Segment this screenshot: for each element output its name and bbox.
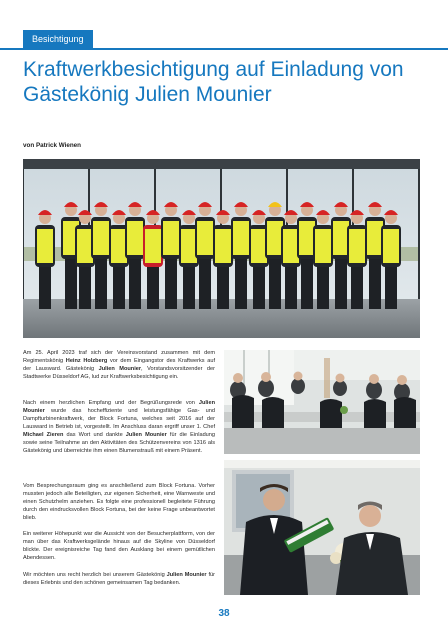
meeting-photo (224, 350, 420, 454)
gift-handover-photo (224, 460, 420, 595)
paragraph-4 (23, 530, 215, 562)
group-photo (23, 159, 420, 338)
paragraph-5 (23, 571, 215, 587)
text-run: wurde das hocheffiziente und leistungsfähige Gas- und Dampfturbinenkraftwerk, der Block Fortuna, welches seit 2016 auf der Lausward in Betrieb ist, vorgestellt. Im Anschluss daran ergriff unser 1. Chef (23, 408, 215, 430)
section-tag: Besichtigung (23, 30, 93, 48)
text-run: Am 25. April 2023 traf sich der Vereinsvorstand zusammen mit dem Regimentskönig (23, 350, 215, 364)
meeting-photo-image (224, 350, 420, 454)
name-highlight: Julien Mounier (23, 400, 215, 414)
paragraph-3 (23, 482, 215, 522)
name-highlight: Heinz Holzberg (65, 358, 108, 364)
name-highlight: Julien Mounier (98, 366, 142, 372)
group-photo-image (23, 159, 420, 338)
text-run: Wir möchten uns recht herzlich bei unserem Gästekönig (23, 572, 167, 578)
name-highlight: Julien Mounier (125, 432, 167, 438)
article-byline: von Patrick Wienen (23, 142, 82, 149)
text-run: für die Einladung sowie seine Teilnahme an den Aktivitäten des Schützenvereins von 1316 als Gästekönig und überreichte ihm einen Blumenstrauß mit einem Präsent. (23, 432, 216, 454)
text-run: für dieses Erlebnis und den schönen gemeinsamen Tag bedanken. (23, 572, 215, 586)
section-header-bar (0, 30, 448, 50)
page-number: 38 (218, 608, 230, 619)
name-highlight: Julien Mounier (166, 572, 207, 578)
paragraph-4-text: Ein weiterer Höhepunkt war die Aussicht von der Besucherplattform, von der man über das Kraftwerksgelände hinaus auf die Skyline von Düsseldorf blickte. Der ereignisreiche Tag fand den Ausklang bei einem gemütlichen Abendessen. (23, 531, 215, 561)
text-run: das Wort und dankte (63, 432, 126, 438)
text-run: vor dem Eingangstor des Kraftwerks auf der Lausward. Gästekönig (23, 358, 215, 372)
text-run: , Vorstandsvorsitzender der Stadtwerke Düsseldorf AG, lud zur Kraftwerksbesichtigung ein. (23, 366, 215, 380)
name-highlight: Michael Zieren (23, 432, 64, 438)
article-title: Kraftwerkbesichtigung auf Einladung von Gästekönig Julien Mounier (23, 58, 404, 106)
text-run: Nach einem herzlichen Empfang und der Begrüßungsrede von (23, 400, 199, 406)
paragraph-2 (23, 399, 215, 455)
gift-handover-photo-image (224, 460, 420, 595)
paragraph-3-text: Vom Besprechungsraum ging es anschließend zum Block Fortuna. Vorher mussten jedoch alle Beteiligten, zur eigenen Sicherheit, eine Warnweste und einen Schutzhelm anziehen. Es folgte eine professionell begleitete Führung durch den eindrucksvollen Block Fortuna, bei der keine Frage unbeantwortet blieb. (23, 483, 215, 521)
paragraph-1 (23, 349, 215, 381)
